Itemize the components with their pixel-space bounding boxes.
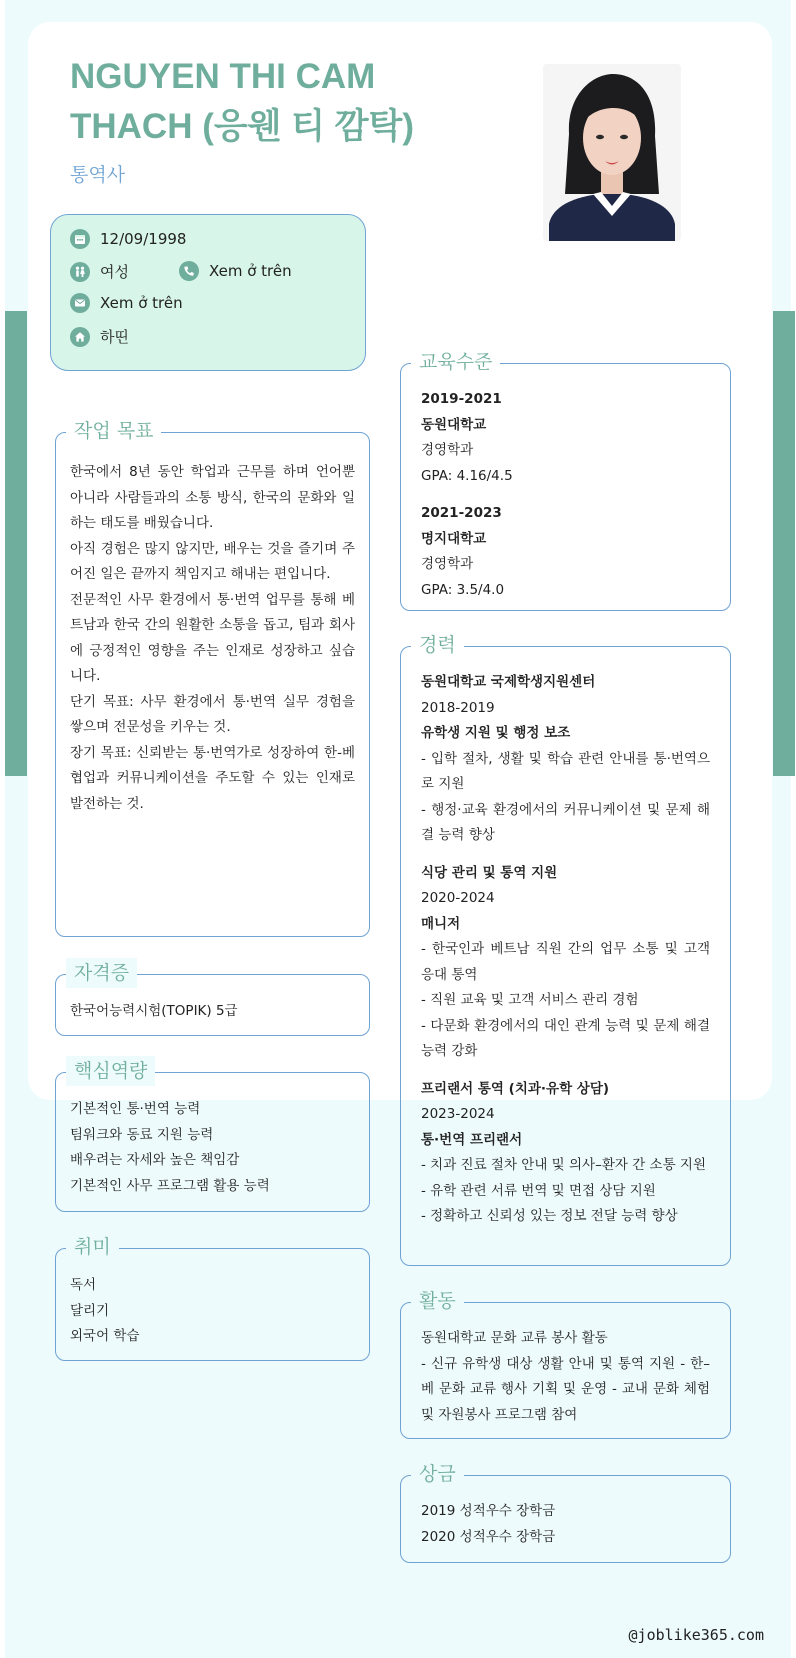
experience-bullet: - 행정·교육 환경에서의 커뮤니케이션 및 문제 해결 능력 향상 [421,801,710,843]
education-heading: 교육수준 [411,347,500,377]
hobby-item: 외국어 학습 [70,1328,140,1344]
experience-section [400,634,731,1266]
skill-item: 팀워크와 동료 지원 능력 [70,1126,214,1143]
experience-period: 2018-2019 [421,699,495,716]
certificates-heading: 자격증 [66,958,137,988]
left-accent-band [5,311,27,776]
awards-section [400,1463,731,1563]
address-row [70,326,129,347]
skills-section [55,1060,370,1212]
calendar-icon [70,229,90,249]
objective-paragraph: 단기 목표: 사무 환경에서 통·번역 실무 경험을 쌓으며 전문성을 키우는 것. [70,693,355,735]
education-period: 2021-2023 [421,505,502,521]
certificate-item: 한국어능력시험(TOPIK) 5급 [70,1003,238,1019]
candidate-name: NGUYEN THI CAM THACH (응웬 티 깜탁) [70,57,415,146]
education-gpa: GPA: 4.16/4.5 [421,467,513,484]
experience-heading: 경력 [411,630,464,660]
experience-bullet: - 한국인과 베트남 직원 간의 업무 소통 및 고객 응대 통역 [421,941,710,983]
footer-watermark: @joblike365.com [628,1626,764,1644]
objective-paragraph: 한국에서 8년 동안 학업과 근무를 하며 언어뿐 아니라 사람들과의 소통 방식, 한국의 문화와 일하는 태도를 배웠습니다. [70,464,355,531]
activity-text: - 신규 유학생 대상 생활 안내 및 통역 지원 - 한–베 문화 교류 행사 기획 및 운영 - 교내 문화 체험 및 자원봉사 프로그램 참여 [421,1355,710,1423]
education-major: 경영학과 [421,556,474,572]
hobby-item: 독서 [70,1277,97,1293]
award-item: 2020 성적우수 장학금 [421,1528,556,1545]
objective-paragraph: 전문적인 사무 환경에서 통·번역 업무를 통해 베트남과 한국 간의 원활한 소통을 돕고, 팀과 회사에 긍정적인 영향을 주는 인재로 성장하고 싶습니다. [70,591,355,684]
experience-bullet: - 입학 절차, 생활 및 학습 관련 안내를 통·번역으로 지원 [421,750,710,792]
hobbies-section [55,1236,370,1361]
gender-row [70,261,129,282]
experience-company: 프리랜서 통역 (치과·유학 상담) [421,1080,610,1097]
experience-role: 통·번역 프리랜서 [421,1131,523,1148]
job-title: 통역사 [70,164,126,186]
education-section [400,351,731,611]
education-gpa: GPA: 3.5/4.0 [421,581,505,598]
experience-period: 2023-2024 [421,1106,495,1122]
email-value: Xem ở trên [100,294,183,312]
phone-row [179,261,292,281]
objective-section [55,420,370,937]
skill-item: 기본적인 사무 프로그램 활용 능력 [70,1177,270,1194]
activities-section [400,1290,731,1439]
experience-bullet: - 치과 진료 절차 안내 및 의사–환자 간 소통 지원 [421,1157,706,1173]
gender-icon [70,262,90,282]
hobbies-heading: 취미 [66,1232,119,1262]
phone-icon [179,261,199,281]
skills-heading: 핵심역량 [66,1056,155,1086]
experience-bullet: - 직원 교육 및 고객 서비스 관리 경험 [421,992,639,1008]
education-major: 경영학과 [421,442,474,458]
education-school: 동원대학교 [421,416,487,433]
right-accent-band [773,311,795,776]
objective-heading: 작업 목표 [66,416,161,446]
profile-photo [543,64,681,241]
home-icon [70,327,90,347]
objective-body [70,460,355,817]
email-row [70,293,183,313]
birthdate-value: 12/09/1998 [100,230,187,248]
experience-company: 동원대학교 국제학생지원센터 [421,674,596,690]
phone-value: Xem ở trên [209,262,292,280]
experience-bullet: - 정확하고 신뢰성 있는 정보 전달 능력 향상 [421,1208,678,1224]
address-value: 하띤 [100,328,129,346]
objective-paragraph: 장기 목표: 신뢰받는 통·번역가로 성장하여 한-베 협업과 커뮤니케이션을 주도할 수 있는 인재로 발전하는 것. [70,744,355,812]
gender-value: 여성 [100,263,129,281]
education-school: 명지대학교 [421,530,487,547]
skill-item: 배우려는 자세와 높은 책임감 [70,1152,240,1168]
contact-info-box [50,214,366,371]
experience-company: 식당 관리 및 통역 지원 [421,864,558,881]
objective-paragraph: 아직 경험은 많지 않지만, 배우는 것을 즐기며 주어진 일은 끝까지 책임지고 해내는 편입니다. [70,540,355,582]
activity-title: 동원대학교 문화 교류 봉사 활동 [421,1330,608,1346]
skill-item: 기본적인 통·번역 능력 [70,1101,201,1117]
email-icon [70,293,90,313]
education-period: 2019-2021 [421,391,502,407]
experience-role: 유학생 지원 및 행정 보조 [421,725,571,741]
hobby-item: 달리기 [70,1302,110,1319]
awards-heading: 상금 [411,1459,464,1489]
award-item: 2019 성적우수 장학금 [421,1503,556,1519]
activities-heading: 활동 [411,1286,464,1316]
experience-role: 매니저 [421,915,461,932]
experience-period: 2020-2024 [421,890,495,906]
experience-bullet: - 유학 관련 서류 번역 및 면접 상담 지원 [421,1182,656,1199]
birthdate-row [70,229,186,249]
certificates-section [55,962,370,1036]
experience-bullet: - 다문화 환경에서의 대인 관계 능력 및 문제 해결 능력 강화 [421,1017,710,1059]
